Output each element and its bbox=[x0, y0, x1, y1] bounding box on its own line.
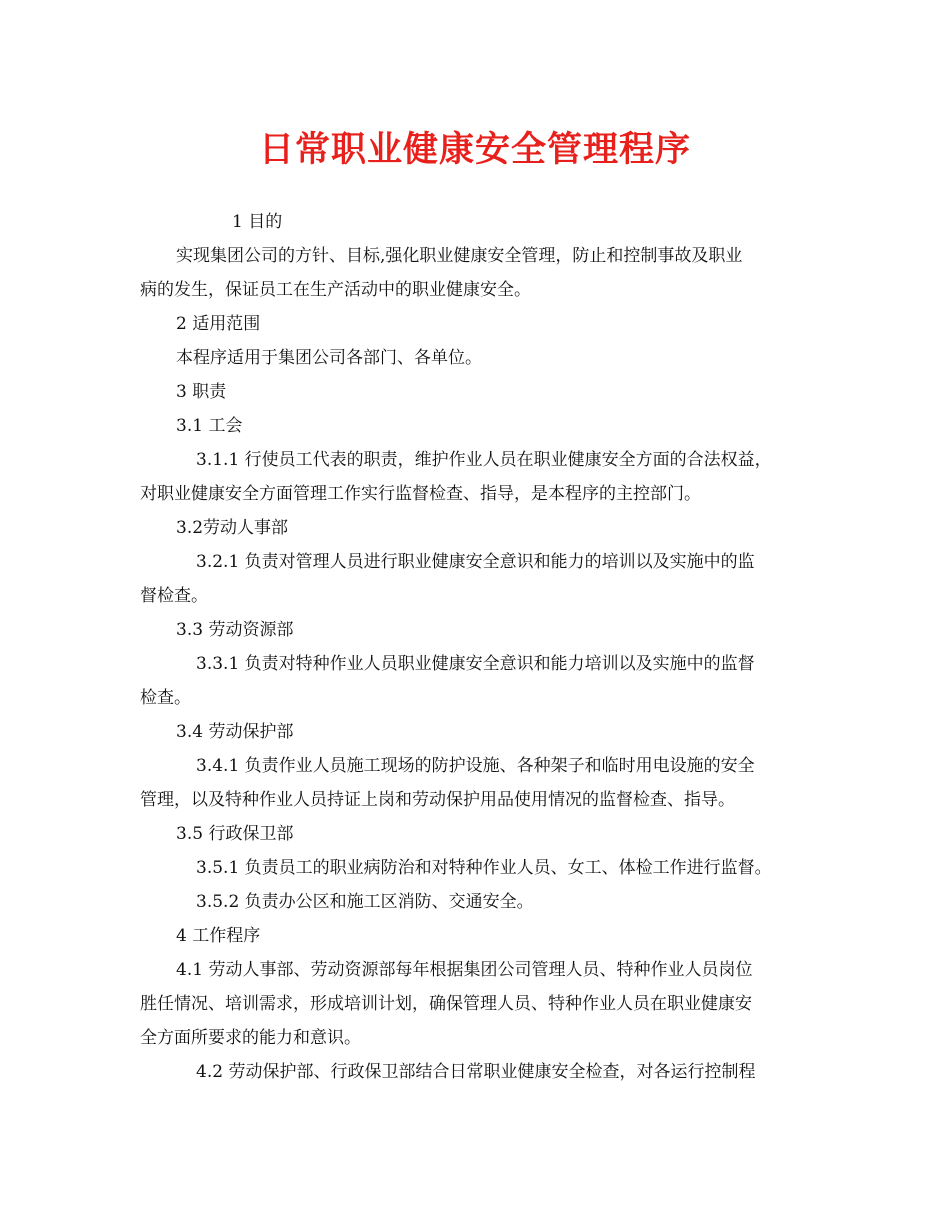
subsection-heading: 3.3 劳动资源部 bbox=[176, 620, 294, 640]
paragraph-line: 4.2 劳动保护部、行政保卫部结合日常职业健康安全检查，对各运行控制程 bbox=[196, 1062, 756, 1082]
paragraph-line: 3.1.1 行使员工代表的职责，维护作业人员在职业健康安全方面的合法权益， bbox=[196, 450, 772, 470]
document-body bbox=[140, 205, 820, 1089]
paragraph-line: 督检查。 bbox=[140, 586, 208, 606]
paragraph-line: 对职业健康安全方面管理工作实行监督检查、指导，是本程序的主控部门。 bbox=[140, 484, 701, 504]
paragraph-line: 3.2.1 负责对管理人员进行职业健康安全意识和能力的培训以及实施中的监 bbox=[196, 552, 755, 572]
paragraph-line: 4.1 劳动人事部、劳动资源部每年根据集团公司管理人员、特种作业人员岗位 bbox=[176, 960, 753, 980]
paragraph-line: 检查。 bbox=[140, 688, 191, 708]
paragraph-line: 本程序适用于集团公司各部门、各单位。 bbox=[176, 348, 482, 368]
subsection-heading: 3.5 行政保卫部 bbox=[176, 824, 294, 844]
paragraph-line: 3.4.1 负责作业人员施工现场的防护设施、各种架子和临时用电设施的安全 bbox=[196, 756, 755, 776]
document-title: 日常职业健康安全管理程序 bbox=[258, 129, 691, 170]
paragraph-line: 实现集团公司的方针、目标,强化职业健康安全管理，防止和控制事故及职业 bbox=[176, 246, 743, 266]
section-heading-responsibilities: 3 职责 bbox=[176, 382, 227, 402]
paragraph-line: 3.5.1 负责员工的职业病防治和对特种作业人员、女工、体检工作进行监督。 bbox=[196, 858, 772, 878]
section-heading-procedure: 4 工作程序 bbox=[176, 926, 261, 946]
paragraph-line: 病的发生，保证员工在生产活动中的职业健康安全。 bbox=[140, 280, 531, 300]
section-heading-purpose: 1 目的 bbox=[232, 212, 283, 232]
subsection-heading: 3.2劳动人事部 bbox=[176, 518, 289, 538]
section-heading-scope: 2 适用范围 bbox=[176, 314, 261, 334]
subsection-heading: 3.4 劳动保护部 bbox=[176, 722, 294, 742]
paragraph-line: 3.5.2 负责办公区和施工区消防、交通安全。 bbox=[196, 892, 534, 912]
subsection-heading: 3.1 工会 bbox=[176, 416, 243, 436]
paragraph-line: 3.3.1 负责对特种作业人员职业健康安全意识和能力培训以及实施中的监督 bbox=[196, 654, 755, 674]
paragraph-line: 全方面所要求的能力和意识。 bbox=[140, 1028, 361, 1048]
paragraph-line: 胜任情况、培训需求，形成培训计划，确保管理人员、特种作业人员在职业健康安 bbox=[140, 994, 752, 1014]
paragraph-line: 管理，以及特种作业人员持证上岗和劳动保护用品使用情况的监督检查、指导。 bbox=[140, 790, 735, 810]
